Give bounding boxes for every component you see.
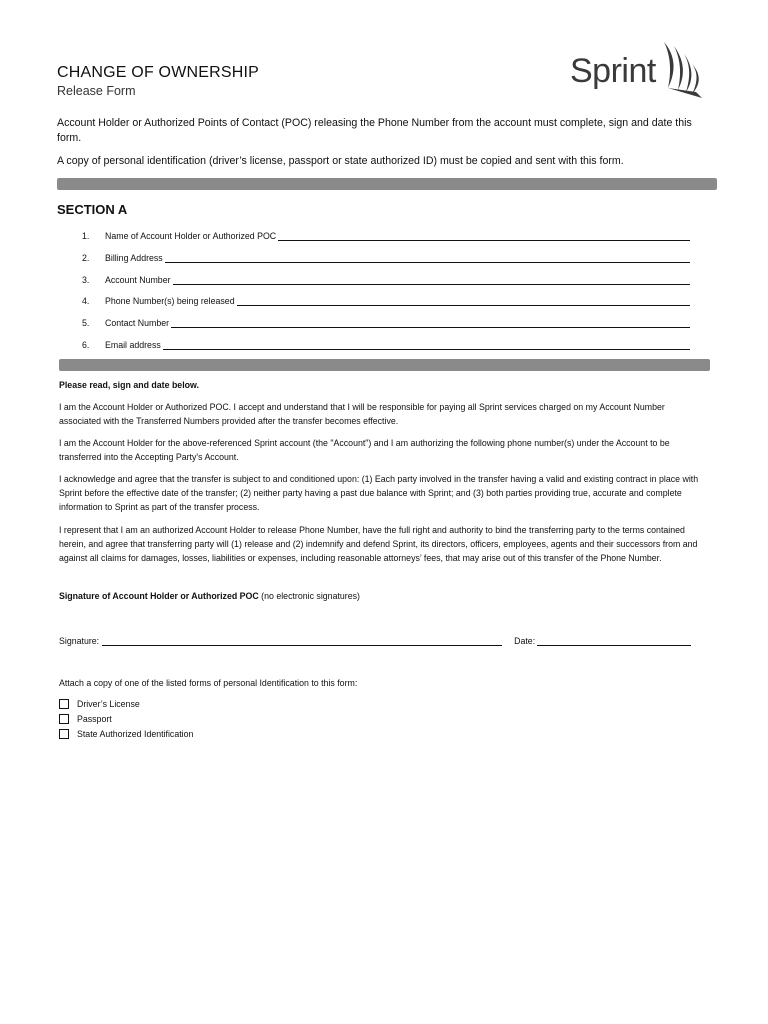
field-number: 5. xyxy=(82,318,90,328)
signature-heading-bold: Signature of Account Holder or Authorized POC xyxy=(59,591,259,601)
field-number: 6. xyxy=(82,340,90,350)
field-label: Email address xyxy=(105,340,161,350)
field-account-holder-name xyxy=(82,227,690,241)
date-label: Date: xyxy=(514,636,536,646)
field-number: 4. xyxy=(82,296,90,306)
id-option-drivers-license[interactable] xyxy=(59,699,140,709)
id-option-label: Passport xyxy=(77,714,112,724)
contact-number-input-line[interactable] xyxy=(171,317,690,328)
signature-row xyxy=(59,632,691,646)
terms-heading: Please read, sign and date below. xyxy=(59,380,199,390)
sprint-logo xyxy=(570,40,710,100)
field-account-number xyxy=(82,271,690,285)
email-address-input-line[interactable] xyxy=(163,339,690,350)
form-title: CHANGE OF OWNERSHIP xyxy=(57,64,260,81)
account-holder-name-input-line[interactable] xyxy=(278,230,690,241)
field-contact-number xyxy=(82,314,690,328)
checkbox[interactable] xyxy=(59,729,69,739)
form-subtitle: Release Form xyxy=(57,84,136,98)
checkbox[interactable] xyxy=(59,714,69,724)
field-email-address xyxy=(82,336,690,350)
intro-paragraph-1: Account Holder or Authorized Points of Contact (POC) releasing the Phone Number from the account must complete, sign and date this form. xyxy=(57,117,692,144)
terms-paragraph-1: I am the Account Holder or Authorized POC. I accept and understand that I will be responsible for paying all Sprint services charged on my Account Number associated with the Transferred Numbers provided after the transfer becomes effective. xyxy=(59,402,665,426)
section-a-title: SECTION A xyxy=(57,202,128,217)
id-option-passport[interactable] xyxy=(59,714,112,724)
field-label: Account Number xyxy=(105,275,171,285)
field-number: 3. xyxy=(82,275,90,285)
sprint-burst-icon xyxy=(656,40,708,100)
attachment-instruction: Attach a copy of one of the listed forms of personal Identification to this form: xyxy=(59,678,358,688)
intro-paragraph-2: A copy of personal identification (driver’s license, passport or state authorized ID) must be copied and sent with this form. xyxy=(57,155,624,167)
account-number-input-line[interactable] xyxy=(173,274,690,285)
field-label: Billing Address xyxy=(105,253,163,263)
field-phone-numbers xyxy=(82,292,690,306)
date-input-line[interactable] xyxy=(537,635,691,646)
field-label: Phone Number(s) being released xyxy=(105,296,235,306)
checkbox[interactable] xyxy=(59,699,69,709)
signature-heading-note: (no electronic signatures) xyxy=(258,591,360,601)
phone-numbers-input-line[interactable] xyxy=(237,295,690,306)
terms-paragraph-3: I acknowledge and agree that the transfer is subject to and conditioned upon: (1) Each party involved in the transfer having a valid and existing contract in place with Sprint before the effective date of the transfer; (2) neither party having a past due balance with Sprint; and (3) both parties providing true, accurate and complete information to Sprint as part of the transfer process. xyxy=(59,474,699,512)
id-option-label: State Authorized Identification xyxy=(77,729,194,739)
id-option-state-id[interactable] xyxy=(59,729,193,739)
field-number: 1. xyxy=(82,231,90,241)
logo-wordmark: Sprint xyxy=(570,52,656,90)
section-divider-bar xyxy=(59,359,710,371)
signature-input-line[interactable] xyxy=(102,635,502,646)
billing-address-input-line[interactable] xyxy=(165,252,690,263)
terms-paragraph-4: I represent that I am an authorized Account Holder to release Phone Number, have the full right and authority to bind the transferring party to the terms contained herein, and agree that transferring party will (1) release and (2) indemnify and defend Sprint, its directors, officers, employees, agents and their successors from and against all claims for damages, losses, liabilities or expenses, including reasonable attorneys’ fees, that may arise out of this transfer of the Phone Number. xyxy=(59,525,698,563)
signature-heading xyxy=(59,590,709,604)
signature-label: Signature: xyxy=(59,636,100,646)
section-divider-bar xyxy=(57,178,717,190)
field-label: Name of Account Holder or Authorized POC xyxy=(105,231,277,241)
field-label: Contact Number xyxy=(105,318,170,328)
terms-paragraph-2: I am the Account Holder for the above-referenced Sprint account (the "Account") and I am authorizing the following phone number(s) under the Account to be transferred into the Accepting Party's Account. xyxy=(59,438,670,462)
field-billing-address xyxy=(82,249,690,263)
field-number: 2. xyxy=(82,253,90,263)
id-option-label: Driver’s License xyxy=(77,699,140,709)
